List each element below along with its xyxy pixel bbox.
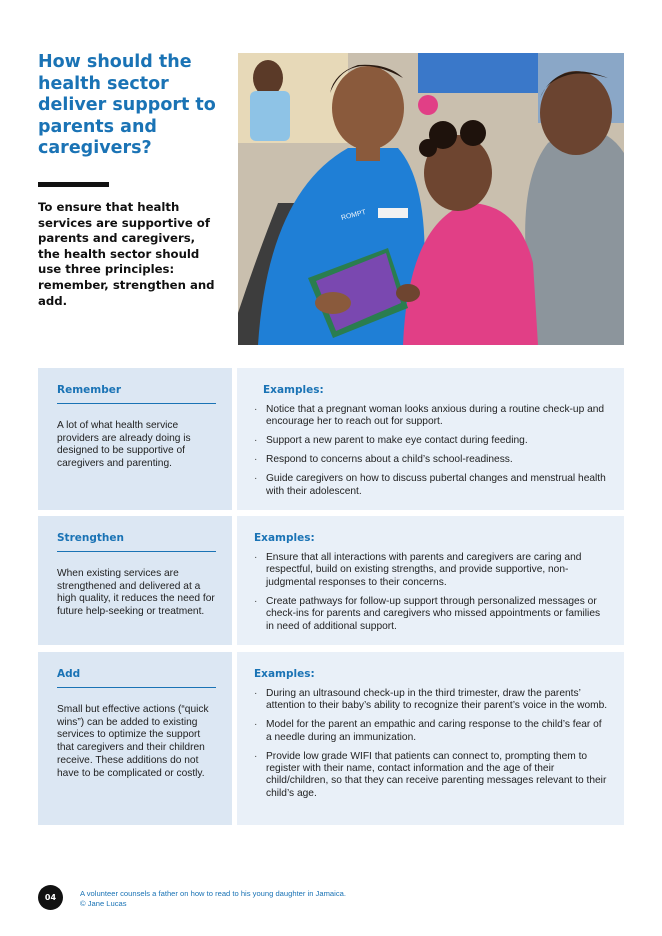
caption-text: A volunteer counsels a father on how to read to his young daughter in Jamaica.: [80, 889, 346, 898]
principle-description: When existing services are strengthened and delivered at a high quality, it reduces the need for future help-seeking or treatment.: [57, 568, 215, 618]
example-item: · Create pathways for follow-up support through personalized messages or check-ins for parents and caregivers who missed appointments or families in need of additional support.: [254, 596, 609, 633]
photo-volunteer-reading: [238, 53, 624, 345]
photo-credit: © Jane Lucas: [80, 899, 127, 908]
photo-illustration: [238, 53, 624, 345]
label-divider: [57, 687, 216, 688]
example-item: · Respond to concerns about a child’s school-readiness.: [254, 454, 609, 466]
intro-text: To ensure that health services are supportive of parents and caregivers, the health sector should use three principles: remember, strengthen and add.: [38, 200, 215, 308]
examples-title: Examples:: [254, 532, 315, 544]
example-item: · Notice that a pregnant woman looks anxious during a routine check-up and encourage her to reach out for support.: [254, 404, 609, 429]
examples-title: Examples:: [254, 668, 315, 680]
principle-summary: [38, 516, 232, 645]
example-item: · Ensure that all interactions with parents and caregivers are caring and respectful, build on existing strengths, and provide supportive, non-judgmental responses to their concerns.: [254, 552, 609, 589]
principle-add: [38, 652, 624, 825]
example-item: · Provide low grade WIFI that patients can connect to, prompting them to register with their name, contact information and the age of their child/children, so that they can receive parenting messages relevant to their child’s age.: [254, 751, 609, 801]
principle-description: A lot of what health service providers are already doing is designed to be supportive of caregivers and parenting.: [57, 420, 191, 470]
principle-summary: [38, 368, 232, 510]
example-item: · During an ultrasound check-up in the third trimester, draw the parents’ attention to their baby’s ability to recognize their parent’s voice in the womb.: [254, 688, 609, 713]
examples-list: [254, 688, 609, 807]
examples-list: [254, 404, 609, 504]
examples-panel: [237, 652, 624, 825]
principle-description: Small but effective actions (“quick wins”) can be added to existing services to optimize the support that caregivers and their children receive. These additions do not have to be complicated or costly.: [57, 704, 209, 779]
examples-panel: [237, 516, 624, 645]
principle-remember: [38, 368, 624, 510]
title-divider: [38, 182, 109, 187]
example-item: · Support a new parent to make eye contact during feeding.: [254, 435, 609, 447]
examples-title: Examples:: [263, 384, 324, 396]
principle-strengthen: [38, 516, 624, 645]
principle-label: Remember: [57, 384, 122, 396]
principle-label: Strengthen: [57, 532, 124, 544]
example-item: · Guide caregivers on how to discuss pubertal changes and menstrual health with their adolescent.: [254, 473, 609, 498]
label-divider: [57, 551, 216, 552]
page-number-badge: 04: [38, 885, 63, 910]
examples-list: [254, 552, 609, 639]
example-item: · Model for the parent an empathic and caring response to the child’s fear of a needle during an immunization.: [254, 719, 609, 744]
photo-caption: [80, 889, 346, 909]
examples-panel: [237, 368, 624, 510]
shirt-logo-text: ROMPT: [340, 209, 367, 222]
principle-summary: [38, 652, 232, 825]
label-divider: [57, 403, 216, 404]
principle-label: Add: [57, 668, 81, 680]
page-title: How should the health sector deliver support to parents and caregivers?: [38, 52, 216, 158]
